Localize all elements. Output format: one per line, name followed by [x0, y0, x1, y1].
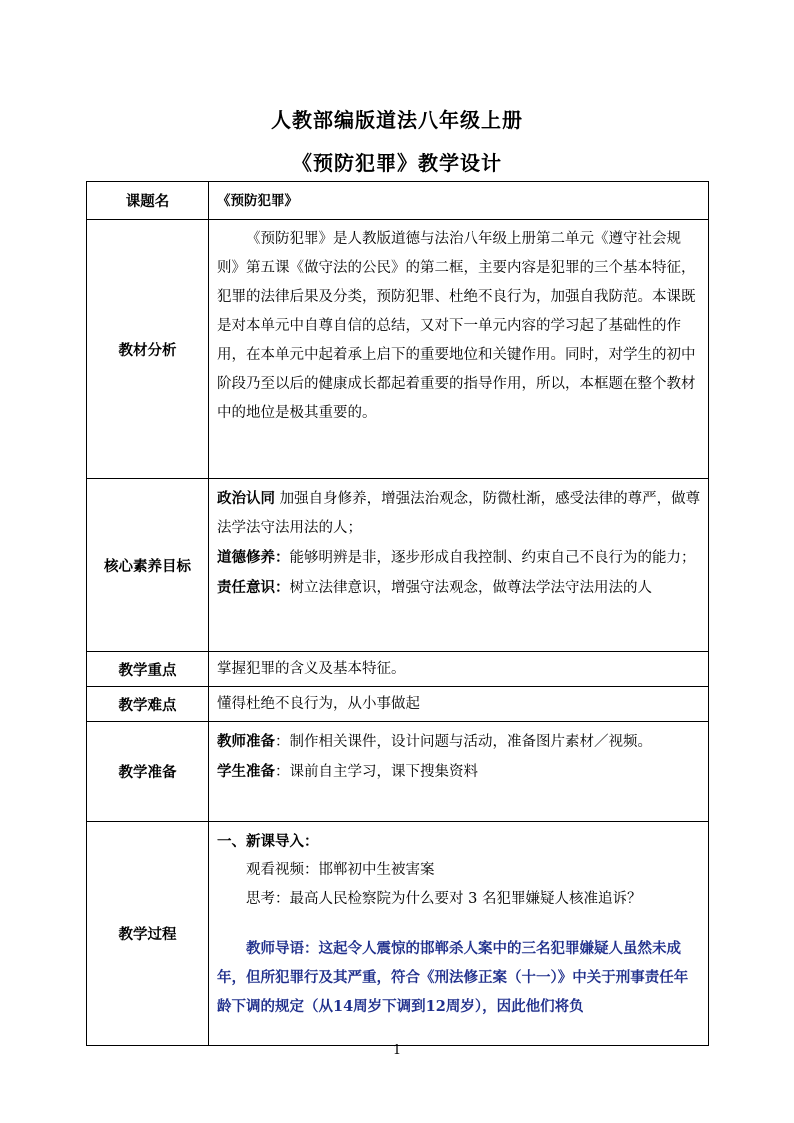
row-label-core: 核心素养目标	[87, 479, 209, 652]
document-subtitle: 《预防犯罪》教学设计	[292, 151, 502, 175]
row-label-topic: 课题名	[87, 182, 209, 220]
process-teacher-guide: 教师导语：这起令人震惊的邯郸杀人案中的三名犯罪嫌疑人虽然未成年，但所犯罪行及其严重，符合《刑法修正案（十一）》中关于刑事责任年龄下调的规定（从14周岁下调到12周岁），因此他们将负	[217, 940, 689, 1015]
table-row	[87, 220, 709, 479]
document-title: 人教部编版道法八年级上册	[271, 108, 523, 132]
student-prep-head: 学生准备	[217, 763, 275, 780]
teacher-prep-head: 教师准备	[217, 733, 275, 750]
core-item-text: 树立法律意识，增强守法观念，做尊法学法守法用法的人	[289, 580, 652, 596]
core-item-head: 责任意识：	[217, 579, 290, 596]
table-row	[87, 722, 709, 822]
row-value-difficulty: 懂得杜绝不良行为，从小事做起	[209, 687, 709, 722]
row-value-preparation	[209, 722, 709, 822]
row-value-process	[209, 822, 709, 1046]
table-row	[87, 822, 709, 1046]
core-item-political	[217, 484, 701, 543]
table-row	[87, 652, 709, 687]
teacher-prep-text: ：制作相关课件，设计问题与活动，准备图片素材／视频。	[275, 734, 652, 750]
core-item-responsibility	[217, 573, 701, 603]
process-line-question: 思考：最高人民检察院为什么要对 3 名犯罪嫌疑人核准追诉？	[246, 891, 642, 907]
core-item-head: 政治认同	[217, 490, 275, 507]
row-value-analysis	[209, 220, 709, 479]
row-label-key-point: 教学重点	[87, 652, 209, 687]
analysis-text: 《预防犯罪》是人教版道德与法治八年级上册第二单元《遵守社会规则》第五课《做守法的公民》的第二框，主要内容是犯罪的三个基本特征，犯罪的法律后果及分类，预防犯罪、杜绝不良行为，加强自我防范。本课既是对本单元中自尊自信的总结，又对下一单元内容的学习起了基础性的作用，在本单元中起着承上启下的重要地位和关键作用。同时，对学生的初中阶段乃至以后的健康成长都起着重要的指导作用，所以，本框题在整个教材中的地位是极其重要的。	[217, 231, 696, 421]
row-label-process: 教学过程	[87, 822, 209, 1046]
row-label-difficulty: 教学难点	[87, 687, 209, 722]
table-row	[87, 479, 709, 652]
process-section-heading: 一、新课导入：	[217, 833, 319, 850]
row-value-topic: 《预防犯罪》	[209, 182, 709, 220]
row-label-analysis: 教材分析	[87, 220, 209, 479]
core-item-text: 加强自身修养，增强法治观念，防微杜渐，感受法律的尊严，做尊法学法守法用法的人；	[217, 491, 701, 536]
row-value-key-point: 掌握犯罪的含义及基本特征。	[209, 652, 709, 687]
process-line-video: 观看视频：邯郸初中生被害案	[246, 862, 435, 878]
teacher-prep	[217, 727, 701, 757]
lesson-plan-table	[86, 181, 709, 1046]
student-prep	[217, 757, 701, 787]
table-row	[87, 182, 709, 220]
row-value-core	[209, 479, 709, 652]
core-item-text: 能够明辨是非，逐步形成自我控制、约束自己不良行为的能力；	[289, 550, 696, 566]
student-prep-text: ：课前自主学习，课下搜集资料	[275, 764, 478, 780]
row-label-preparation: 教学准备	[87, 722, 209, 822]
table-row	[87, 687, 709, 722]
page-number: 1	[392, 1043, 402, 1058]
core-item-moral	[217, 543, 701, 573]
core-item-head: 道德修养：	[217, 549, 290, 566]
